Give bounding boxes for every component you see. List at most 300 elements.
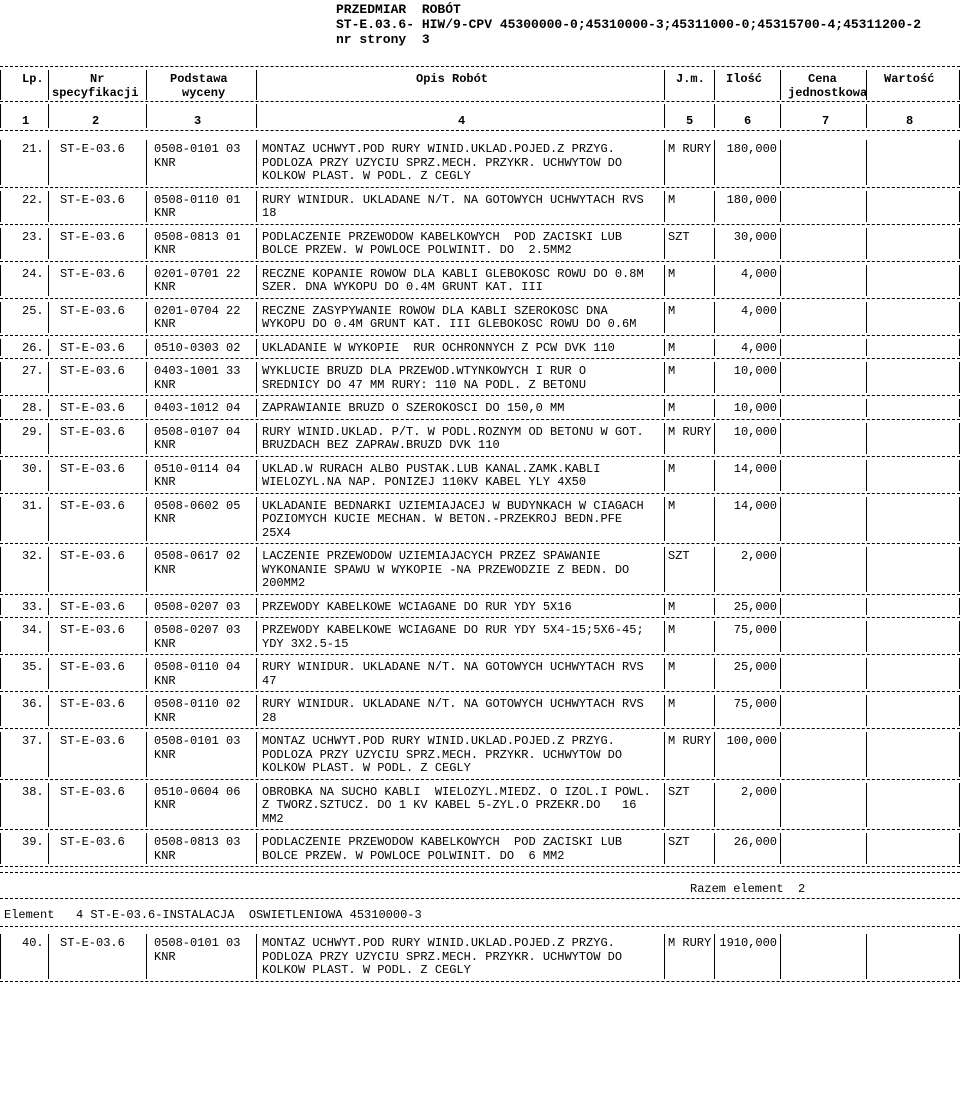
column-divider <box>664 140 665 185</box>
row-unit: M RURY <box>668 424 712 439</box>
row-separator <box>0 543 960 544</box>
row-separator <box>0 224 960 225</box>
column-number: 6 <box>744 114 752 128</box>
row-spec-number: ST-E-03.6 <box>60 498 125 513</box>
row-spec-number: ST-E-03.6 <box>60 424 125 439</box>
col-header-podstawa: Podstawa <box>170 72 228 86</box>
row-spec-number: ST-E-03.6 <box>60 266 125 281</box>
column-divider <box>780 732 781 777</box>
column-divider <box>714 621 715 652</box>
row-description: PODLACZENIE PRZEWODOW KABELKOWYCH POD ZACISKI LUB <box>262 835 623 849</box>
column-divider <box>256 339 257 357</box>
row-unit: SZT <box>668 229 690 244</box>
column-divider <box>664 695 665 726</box>
column-divider <box>256 265 257 296</box>
row-description: YDY 3X2.5-15 <box>262 636 349 651</box>
column-number: 2 <box>92 114 100 128</box>
column-divider <box>780 598 781 616</box>
column-divider <box>664 339 665 357</box>
column-divider <box>146 783 147 828</box>
row-quantity: 180,000 <box>726 142 777 156</box>
row-quantity: 75,000 <box>733 697 777 711</box>
column-divider <box>48 70 49 100</box>
row-description: PODLOZA PRZY UZYCIU SPRZ.MECH. PRZYKR. UCHWYTOW DO <box>262 747 623 762</box>
row-description: PODLOZA PRZY UZYCIU SPRZ.MECH. PRZYKR. UCHWYTOW DO <box>262 155 623 170</box>
column-divider <box>256 140 257 185</box>
row-basis-code: 0508-0110 04 <box>154 660 241 674</box>
column-divider <box>0 302 1 333</box>
column-divider <box>714 70 715 100</box>
column-divider <box>146 497 147 542</box>
column-divider <box>256 621 257 652</box>
column-number: 8 <box>906 114 914 128</box>
column-divider <box>714 695 715 726</box>
column-divider <box>0 460 1 491</box>
column-divider <box>714 833 715 864</box>
row-description: KOLKOW PLAST. W PODL. Z CEGLY <box>262 169 471 183</box>
column-divider <box>780 399 781 417</box>
next-section-rule <box>0 926 960 927</box>
column-divider <box>146 695 147 726</box>
column-divider <box>780 140 781 185</box>
row-basis-knr: KNR <box>154 710 176 725</box>
column-divider <box>256 191 257 222</box>
column-divider <box>146 104 147 128</box>
column-divider <box>146 833 147 864</box>
column-number: 3 <box>194 114 202 128</box>
doc-page-number: nr strony 3 <box>336 32 430 47</box>
column-divider <box>780 423 781 454</box>
column-divider <box>664 598 665 616</box>
column-divider <box>146 621 147 652</box>
column-number: 7 <box>822 114 830 128</box>
column-divider <box>146 934 147 979</box>
column-divider <box>664 621 665 652</box>
column-divider <box>780 191 781 222</box>
row-description: KOLKOW PLAST. W PODL. Z CEGLY <box>262 963 471 977</box>
column-divider <box>48 104 49 128</box>
column-divider <box>714 783 715 828</box>
column-divider <box>48 423 49 454</box>
column-divider <box>256 460 257 491</box>
col-header-lp: Lp. <box>22 72 44 86</box>
column-divider <box>48 658 49 689</box>
column-divider <box>146 598 147 616</box>
column-divider <box>0 362 1 393</box>
column-divider <box>0 70 1 100</box>
column-divider <box>714 732 715 777</box>
column-divider <box>0 934 1 979</box>
column-divider <box>0 265 1 296</box>
column-divider <box>664 265 665 296</box>
row-lp: 29. <box>22 424 44 439</box>
row-lp: 38. <box>22 784 44 799</box>
row-description: UKLAD.W RURACH ALBO PUSTAK.LUB KANAL.ZAMK.KABLI <box>262 461 601 476</box>
col-header-nr: Nr <box>90 72 105 86</box>
row-spec-number: ST-E-03.6 <box>60 142 125 156</box>
column-divider <box>146 191 147 222</box>
column-divider <box>146 732 147 777</box>
column-divider <box>780 339 781 357</box>
column-divider <box>48 302 49 333</box>
column-divider <box>0 783 1 828</box>
row-basis-code: 0403-1012 04 <box>154 401 241 415</box>
row-unit: M <box>668 660 676 674</box>
column-divider <box>48 621 49 652</box>
row-quantity: 10,000 <box>733 424 777 439</box>
column-divider <box>664 934 665 979</box>
row-description: 200MM2 <box>262 576 306 590</box>
row-spec-number: ST-E-03.6 <box>60 697 125 711</box>
column-divider <box>866 191 867 222</box>
row-quantity: 100,000 <box>726 734 777 748</box>
column-divider <box>866 362 867 393</box>
row-description: RECZNE KOPANIE ROWOW DLA KABLI GLEBOKOSC ROWU DO 0.8M <box>262 266 644 281</box>
column-divider <box>664 460 665 491</box>
row-description: MONTAZ UCHWYT.POD RURY WINID.UKLAD.POJED.Z PRZYG. <box>262 734 615 748</box>
row-lp: 21. <box>22 142 44 156</box>
row-spec-number: ST-E-03.6 <box>60 401 125 415</box>
row-separator <box>0 866 960 867</box>
row-separator <box>0 728 960 729</box>
row-separator <box>0 419 960 420</box>
column-divider <box>0 140 1 185</box>
column-divider <box>780 70 781 100</box>
column-divider <box>146 399 147 417</box>
row-description: RURY WINID.UKLAD. P/T. W PODL.ROZNYM OD BETONU W GOT. <box>262 424 644 439</box>
row-unit: M <box>668 266 676 281</box>
row-unit: M <box>668 303 676 318</box>
column-divider <box>664 399 665 417</box>
column-divider <box>664 302 665 333</box>
column-divider <box>714 598 715 616</box>
row-description: BOLCE PRZEW. W POWLOCE POLWINIT. DO 6 MM2 <box>262 848 565 863</box>
row-unit: M RURY <box>668 142 712 156</box>
column-divider <box>866 598 867 616</box>
row-description: PRZEWODY KABELKOWE WCIAGANE DO RUR YDY 5X16 <box>262 599 572 614</box>
column-divider <box>256 658 257 689</box>
row-lp: 25. <box>22 303 44 318</box>
row-description: 25X4 <box>262 525 291 540</box>
column-number: 4 <box>458 114 466 128</box>
column-divider <box>866 547 867 592</box>
row-quantity: 30,000 <box>733 229 777 244</box>
row-basis-code: 0508-0602 05 <box>154 498 241 513</box>
column-divider <box>664 547 665 592</box>
column-divider <box>256 302 257 333</box>
row-basis-code: 0201-0704 22 <box>154 303 241 318</box>
column-divider <box>866 339 867 357</box>
column-divider <box>664 228 665 259</box>
row-spec-number: ST-E-03.6 <box>60 660 125 674</box>
column-divider <box>866 70 867 100</box>
row-lp: 32. <box>22 549 44 563</box>
column-divider <box>0 695 1 726</box>
row-spec-number: ST-E-03.6 <box>60 784 125 799</box>
row-basis-knr: KNR <box>154 475 176 489</box>
column-divider <box>714 265 715 296</box>
column-divider <box>714 228 715 259</box>
row-lp: 36. <box>22 697 44 711</box>
row-basis-code: 0508-0107 04 <box>154 424 241 439</box>
column-divider <box>664 191 665 222</box>
column-number: 1 <box>22 114 30 128</box>
row-description: WYKOPU DO 0.4M GRUNT KAT. III GLEBOKOSC ROWU DO 0.6M <box>262 317 637 331</box>
doc-spec-line: ST-E.03.6- HIW/9-CPV 45300000-0;45310000-3;45311000-0;45315700-4;45311200-2 <box>336 17 922 32</box>
row-quantity: 10,000 <box>733 401 777 415</box>
row-description: WIELOZYL.NA NAP. PONIZEJ 110KV KABEL YLY 4X50 <box>262 475 587 489</box>
column-divider <box>664 497 665 542</box>
col-header-cena: Cena <box>808 72 837 86</box>
column-divider <box>664 658 665 689</box>
column-divider <box>48 399 49 417</box>
row-description: PODLACZENIE PRZEWODOW KABELKOWYCH POD ZACISKI LUB <box>262 229 623 244</box>
row-lp: 26. <box>22 340 44 355</box>
column-divider <box>48 695 49 726</box>
row-unit: SZT <box>668 784 690 799</box>
column-divider <box>714 460 715 491</box>
row-unit: M <box>668 623 676 637</box>
row-basis-knr: KNR <box>154 848 176 863</box>
row-unit: M <box>668 599 676 614</box>
column-divider <box>48 339 49 357</box>
column-divider <box>714 339 715 357</box>
column-divider <box>866 423 867 454</box>
column-divider <box>146 423 147 454</box>
col-header-specyfikacji: specyfikacji <box>52 86 139 100</box>
row-basis-knr: KNR <box>154 377 176 392</box>
table-top-rule <box>0 66 960 67</box>
column-divider <box>146 658 147 689</box>
row-description: MONTAZ UCHWYT.POD RURY WINID.UKLAD.POJED.Z PRZYG. <box>262 936 615 950</box>
column-divider <box>146 362 147 393</box>
column-divider <box>48 228 49 259</box>
column-divider <box>664 70 665 100</box>
row-basis-knr: KNR <box>154 747 176 762</box>
row-separator <box>0 493 960 494</box>
row-quantity: 10,000 <box>733 364 777 378</box>
column-divider <box>714 497 715 542</box>
row-quantity: 2,000 <box>740 549 777 563</box>
row-description: OBROBKA NA SUCHO KABLI WIELOZYL.MIEDZ. O IZOL.I POWL. <box>262 784 651 799</box>
row-spec-number: ST-E-03.6 <box>60 229 125 244</box>
row-quantity: 2,000 <box>740 784 777 799</box>
col-header-opis: Opis Robót <box>416 72 489 86</box>
row-lp: 31. <box>22 498 44 513</box>
column-divider <box>780 302 781 333</box>
row-basis-knr: KNR <box>154 562 176 577</box>
row-basis-code: 0510-0303 02 <box>154 340 241 355</box>
column-divider <box>780 833 781 864</box>
row-description: PRZEWODY KABELKOWE WCIAGANE DO RUR YDY 5X4-15;5X6-45; <box>262 623 644 637</box>
row-description: WYKONANIE SPAWU W WYKOPIE -NA PRZEWODZIE Z BEDN. DO <box>262 562 630 577</box>
column-divider <box>714 934 715 979</box>
col-header-jednostkowa: jednostkowa <box>788 86 868 100</box>
column-divider <box>48 140 49 185</box>
column-divider <box>714 140 715 185</box>
column-divider <box>714 362 715 393</box>
col-header-ilosc: Ilość <box>726 72 763 86</box>
column-divider <box>664 833 665 864</box>
column-divider <box>256 70 257 100</box>
column-divider <box>664 423 665 454</box>
col-header-jm: J.m. <box>676 72 705 86</box>
row-quantity: 180,000 <box>726 192 777 207</box>
column-divider <box>866 460 867 491</box>
column-divider <box>0 621 1 652</box>
row-quantity: 14,000 <box>733 461 777 476</box>
row-description: RURY WINIDUR. UKLADANE N/T. NA GOTOWYCH UCHWYTACH RVS <box>262 192 644 207</box>
row-quantity: 1910,000 <box>719 936 777 950</box>
row-spec-number: ST-E-03.6 <box>60 303 125 318</box>
column-divider <box>48 833 49 864</box>
column-divider <box>866 302 867 333</box>
row-quantity: 4,000 <box>740 303 777 318</box>
row-basis-code: 0201-0701 22 <box>154 266 241 281</box>
row-basis-knr: KNR <box>154 673 176 688</box>
row-basis-code: 0508-0617 02 <box>154 549 241 563</box>
row-spec-number: ST-E-03.6 <box>60 623 125 637</box>
row-description: 28 <box>262 710 277 725</box>
row-description: POZIOMYCH KUCIE MECHAN. W BETON.-PRZEKROJ BEDN.PFE <box>262 512 623 526</box>
row-quantity: 4,000 <box>740 266 777 281</box>
row-description: SREDNICY DO 47 MM RURY: 110 NA PODL. Z BETONU <box>262 377 587 392</box>
row-description: 47 <box>262 673 277 688</box>
row-quantity: 4,000 <box>740 340 777 355</box>
column-divider <box>0 598 1 616</box>
row-lp: 30. <box>22 461 44 476</box>
column-divider <box>664 732 665 777</box>
row-separator <box>0 617 960 618</box>
row-separator <box>0 298 960 299</box>
column-divider <box>256 228 257 259</box>
column-divider <box>866 695 867 726</box>
row-separator <box>0 456 960 457</box>
row-quantity: 25,000 <box>733 599 777 614</box>
row-lp: 40. <box>22 936 44 950</box>
doc-title: PRZEDMIAR ROBÓT <box>336 2 461 17</box>
row-lp: 23. <box>22 229 44 244</box>
row-unit: M <box>668 461 676 476</box>
column-divider <box>0 104 1 128</box>
row-basis-code: 0403-1001 33 <box>154 364 241 378</box>
column-divider <box>714 302 715 333</box>
column-divider <box>48 934 49 979</box>
row-description: UKLADANIE BEDNARKI UZIEMIAJACEJ W BUDYNKACH W CIAGACH <box>262 498 644 513</box>
row-lp: 28. <box>22 401 44 415</box>
column-divider <box>256 833 257 864</box>
row-separator <box>0 335 960 336</box>
column-divider <box>780 934 781 979</box>
column-divider <box>0 399 1 417</box>
row-separator <box>0 594 960 595</box>
row-basis-knr: KNR <box>154 636 176 651</box>
column-divider <box>48 732 49 777</box>
row-separator <box>0 187 960 188</box>
row-description: RURY WINIDUR. UKLADANE N/T. NA GOTOWYCH UCHWYTACH RVS <box>262 697 644 711</box>
column-divider <box>0 339 1 357</box>
column-divider <box>146 228 147 259</box>
element-total-label: Razem element 2 <box>690 882 806 896</box>
header-rule <box>0 101 960 102</box>
column-divider <box>866 265 867 296</box>
row-unit: M <box>668 401 676 415</box>
row-spec-number: ST-E-03.6 <box>60 599 125 614</box>
column-divider <box>866 658 867 689</box>
row-lp: 37. <box>22 734 44 748</box>
row-basis-code: 0510-0604 06 <box>154 784 241 799</box>
column-divider <box>780 228 781 259</box>
row-separator <box>0 395 960 396</box>
column-divider <box>48 460 49 491</box>
row-description: BOLCE PRZEW. W POWLOCE POLWINIT. DO 2.5MM2 <box>262 243 572 257</box>
column-divider <box>780 362 781 393</box>
column-number: 5 <box>686 114 694 128</box>
column-divider <box>146 265 147 296</box>
column-divider <box>780 265 781 296</box>
row-separator <box>0 358 960 359</box>
row-spec-number: ST-E-03.6 <box>60 734 125 748</box>
column-divider <box>48 362 49 393</box>
column-divider <box>0 547 1 592</box>
column-divider <box>714 191 715 222</box>
column-divider <box>780 695 781 726</box>
column-divider <box>0 833 1 864</box>
row-description: BRUZDACH BEZ ZAPRAW.BRUZD DVK 110 <box>262 438 500 452</box>
column-divider <box>256 399 257 417</box>
column-divider <box>866 934 867 979</box>
row-quantity: 26,000 <box>733 835 777 849</box>
row-quantity: 25,000 <box>733 660 777 674</box>
header-bottom-rule <box>0 130 960 131</box>
row-basis-knr: KNR <box>154 243 176 257</box>
row-unit: M <box>668 498 676 513</box>
row-lp: 34. <box>22 623 44 637</box>
row-lp: 22. <box>22 192 44 207</box>
row-separator <box>0 654 960 655</box>
row-separator <box>0 829 960 830</box>
row-basis-code: 0508-0110 02 <box>154 697 241 711</box>
row-spec-number: ST-E-03.6 <box>60 936 125 950</box>
column-divider <box>48 191 49 222</box>
row-unit: M RURY <box>668 734 712 748</box>
column-divider <box>48 497 49 542</box>
summary-underline <box>0 898 960 899</box>
row-basis-knr: KNR <box>154 949 176 964</box>
column-divider <box>48 547 49 592</box>
row-spec-number: ST-E-03.6 <box>60 364 125 378</box>
column-divider <box>866 732 867 777</box>
row-basis-code: 0510-0114 04 <box>154 461 241 476</box>
row-basis-code: 0508-0101 03 <box>154 734 241 748</box>
column-divider <box>256 547 257 592</box>
row-basis-code: 0508-0813 01 <box>154 229 241 244</box>
row-description: PODLOZA PRZY UZYCIU SPRZ.MECH. PRZYKR. UCHWYTOW DO <box>262 949 623 964</box>
column-divider <box>780 497 781 542</box>
row-separator <box>0 779 960 780</box>
row-quantity: 75,000 <box>733 623 777 637</box>
row-spec-number: ST-E-03.6 <box>60 192 125 207</box>
row-basis-knr: KNR <box>154 798 176 812</box>
column-divider <box>866 228 867 259</box>
column-divider <box>714 399 715 417</box>
row-unit: SZT <box>668 835 690 849</box>
section-end-rule <box>0 872 960 873</box>
column-divider <box>866 104 867 128</box>
row-unit: M <box>668 697 676 711</box>
column-divider <box>780 658 781 689</box>
row-description: ZAPRAWIANIE BRUZD O SZEROKOSCI DO 150,0 MM <box>262 401 565 415</box>
